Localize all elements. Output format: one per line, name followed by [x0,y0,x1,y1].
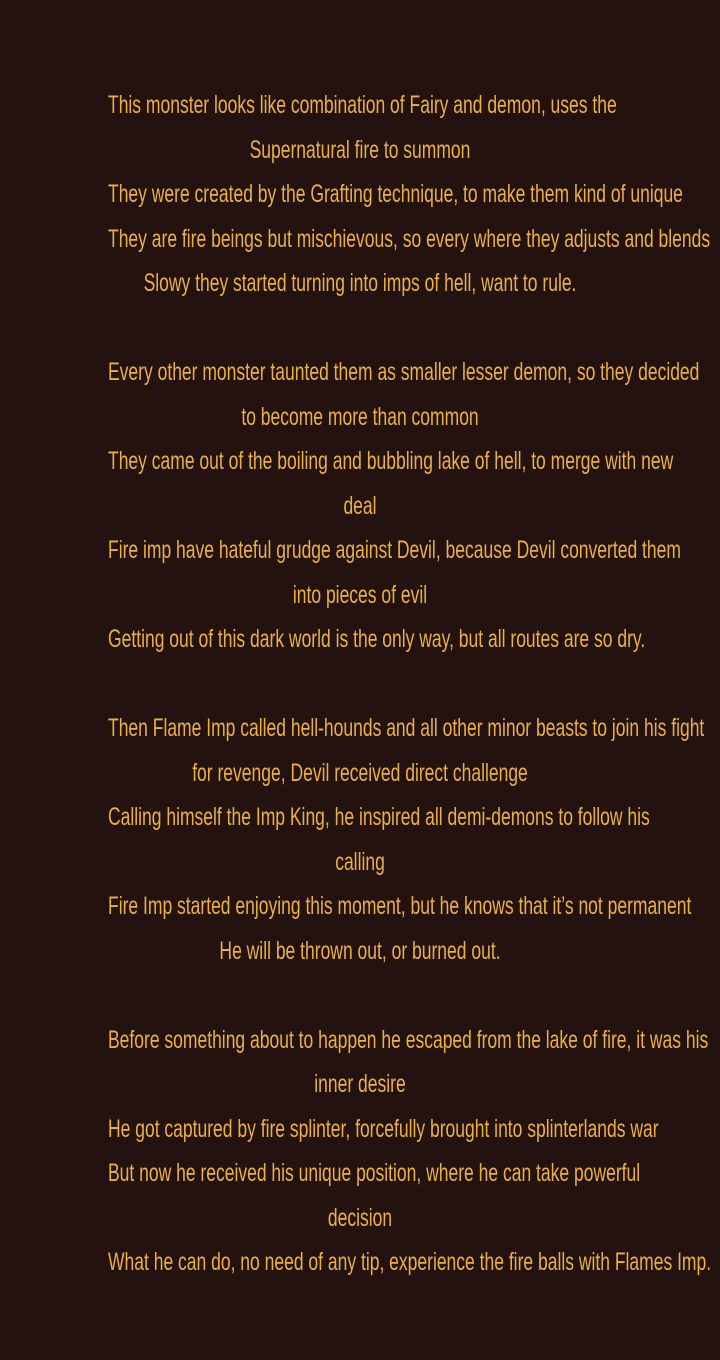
poem-line: deal [343,491,377,520]
poem-line: Before something about to happen he escaped from the lake of fire, it was his [108,1025,709,1054]
poem-line: What he can do, no need of any tip, experience the fire balls with Flames Imp. [108,1248,712,1276]
poem-line: Getting out of this dark world is the only way, but all routes are so dry. [108,625,646,653]
poem-line: Every other monster taunted them as smaller lesser demon, so they decided [108,358,700,386]
poem-line: He got captured by fire splinter, forcefully brought into splinterlands war [108,1114,659,1143]
poem-line: They were created by the Grafting technique, to make them kind of unique [108,180,683,208]
poem-line: He will be thrown out, or burned out. [219,936,501,965]
poem-line: Slowy they started turning into imps of hell, want to rule. [143,269,577,297]
poem-line: to become more than common [241,402,479,431]
stanza [0,1018,720,1285]
stanza [0,350,720,662]
poem-line: This monster looks like combination of Fairy and demon, uses the [108,91,617,119]
poem-line: Calling himself the Imp King, he inspired all demi-demons to follow his [108,803,650,831]
poem-line: Fire imp have hateful grudge against Devil, because Devil converted them [108,536,681,564]
stanza [0,83,720,306]
poem-line: Supernatural fire to summon [249,135,471,164]
poem-line: calling [335,847,385,876]
stanza [0,706,720,973]
poem-line: Then Flame Imp called hell-hounds and all other minor beasts to join his fight [108,714,705,742]
poem-line: inner desire [314,1070,406,1098]
poem-line: into pieces of evil [292,580,428,609]
poem-line: They came out of the boiling and bubbling lake of hell, to merge with new [108,447,674,475]
poem-line: decision [327,1203,393,1232]
poem-line: But now he received his unique position, where he can take powerful [108,1159,641,1187]
poem-line: for revenge, Devil received direct challenge [192,758,528,787]
poem-line: They are fire beings but mischievous, so every where they adjusts and blends [108,224,711,253]
poem-line: Fire Imp started enjoying this moment, but he knows that it’s not permanent [108,892,692,920]
